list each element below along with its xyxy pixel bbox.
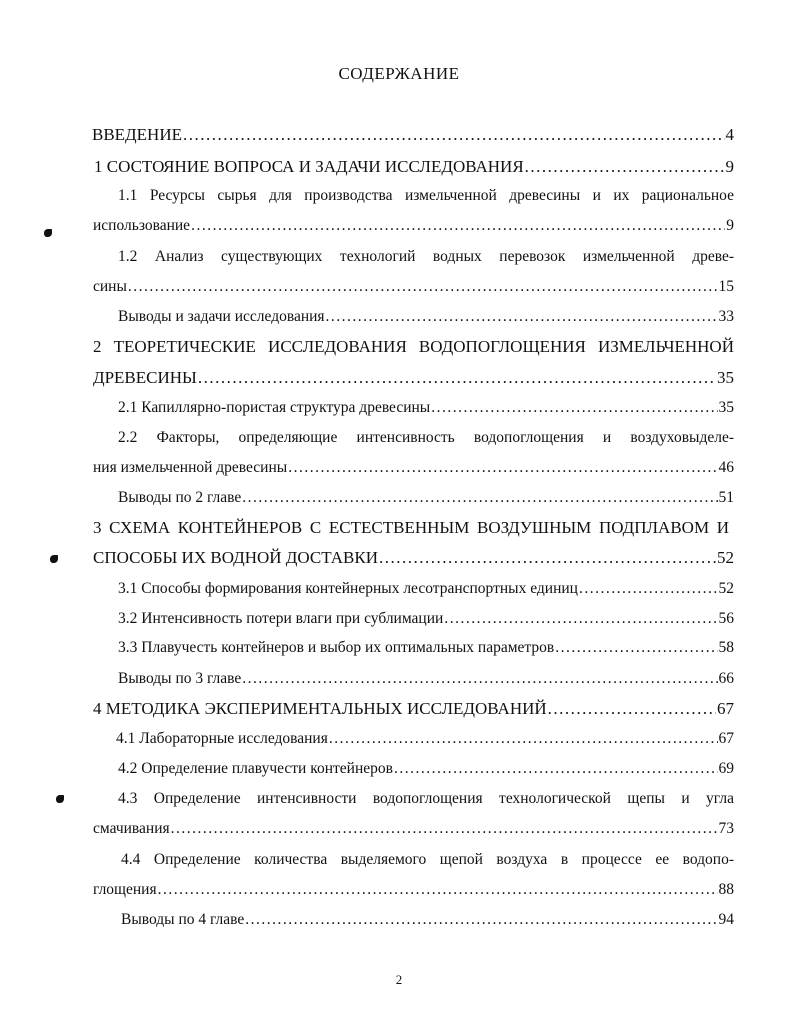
toc-entry-3-1[interactable] [118, 578, 734, 600]
toc-entry-text: 1 СОСТОЯНИЕ ВОПРОСА И ЗАДАЧИ ИССЛЕДОВАНИЯ [94, 157, 524, 176]
toc-entry-4-2[interactable] [118, 758, 734, 780]
toc-entry-text: ВВЕДЕНИЕ [92, 125, 182, 144]
toc-leader-dots [525, 156, 725, 178]
toc-entry-1-1[interactable] [93, 215, 734, 237]
toc-leader-dots [326, 306, 718, 328]
toc-entry-2-2[interactable] [93, 457, 734, 479]
page-title: СОДЕРЖАНИЕ [338, 64, 460, 83]
toc-entry-text: глощения [93, 881, 157, 898]
toc-leader-dots [242, 668, 717, 690]
toc-entry-chapter-2[interactable] [93, 367, 734, 389]
toc-entry-chapter-2-first-line: 2 ТЕОРЕТИЧЕСКИЕ ИССЛЕДОВАНИЯ ВОДОПОГЛОЩЕНИЯ ИЗМЕЛЬЧЕННОЙ [93, 337, 734, 356]
scan-mark [56, 795, 64, 803]
toc-leader-dots [579, 578, 718, 600]
toc-page-number: 9 [725, 157, 734, 176]
toc-entry-text: Выводы по 2 главе [118, 489, 242, 506]
toc-leader-dots [191, 215, 725, 237]
toc-page-number: 56 [718, 610, 734, 627]
scan-mark [50, 555, 58, 563]
toc-entry-3-2[interactable] [118, 608, 734, 630]
toc-entry-text: 3.3 Плавучесть контейнеров и выбор их оптимальных параметров [118, 639, 555, 656]
toc-entry-conclusions-1[interactable] [118, 306, 734, 328]
toc-leader-dots [158, 879, 718, 901]
toc-leader-dots [555, 637, 717, 659]
toc-entry-text: Выводы по 4 главе [121, 911, 245, 928]
toc-page-number: 66 [718, 670, 734, 687]
toc-page-number: 67 [718, 730, 734, 747]
toc-page-number: 35 [718, 399, 734, 416]
toc-leader-dots [444, 608, 717, 630]
toc-entry-text: использование [93, 217, 191, 234]
toc-leader-dots [183, 124, 725, 146]
toc-entry-4-4[interactable] [93, 879, 734, 901]
page-number: 2 [395, 972, 403, 987]
toc-entry-conclusions-2[interactable] [118, 487, 734, 509]
toc-leader-dots [379, 547, 716, 569]
toc-entry-text: 4.1 Лабораторные исследования [116, 730, 328, 747]
toc-leader-dots [288, 457, 717, 479]
toc-entry-chapter-1[interactable] [94, 156, 734, 178]
toc-page-number: 9 [726, 217, 734, 234]
toc-entry-1-1-first-line: 1.1 Ресурсы сырья для производства измельченной древесины и их рациональное [118, 187, 734, 204]
toc-leader-dots [245, 909, 717, 931]
toc-entry-text: СПОСОБЫ ИХ ВОДНОЙ ДОСТАВКИ [93, 548, 378, 567]
toc-entry-4-4-first-line: 4.4 Определение количества выделяемого щепой воздуха в процессе ее водопо- [121, 851, 734, 868]
toc-page-number: 88 [718, 881, 734, 898]
toc-leader-dots [128, 276, 718, 298]
toc-entry-2-1[interactable] [118, 397, 734, 419]
toc-entry-chapter-3-first-line: 3 СХЕМА КОНТЕЙНЕРОВ С ЕСТЕСТВЕННЫМ ВОЗДУШНЫМ ПОДПЛАВОМ И [93, 518, 729, 537]
toc-entry-4-3[interactable] [93, 818, 734, 840]
toc-page-number: 52 [717, 548, 734, 567]
toc-entry-text: Выводы по 3 главе [118, 670, 242, 687]
toc-page-number: 35 [717, 368, 734, 387]
toc-entry-conclusions-4[interactable] [121, 909, 734, 931]
toc-page-number: 73 [718, 820, 734, 837]
toc-leader-dots [548, 698, 716, 720]
toc-leader-dots [171, 818, 718, 840]
toc-page-number: 4 [725, 125, 734, 144]
toc-entry-chapter-4[interactable] [93, 698, 734, 720]
toc-entry-introduction[interactable] [92, 124, 734, 146]
toc-entry-4-1[interactable] [116, 728, 734, 750]
toc-leader-dots [198, 367, 716, 389]
toc-page-number: 69 [718, 760, 734, 777]
toc-page-number: 15 [718, 278, 734, 295]
toc-page-number: 52 [718, 580, 734, 597]
toc-leader-dots [329, 728, 718, 750]
toc-page-number: 94 [718, 911, 734, 928]
toc-entry-text: 3.2 Интенсивность потери влаги при сублимации [118, 610, 444, 627]
toc-entry-text: сины [93, 278, 127, 295]
toc-page-number: 67 [717, 699, 734, 718]
toc-entry-text: Выводы и задачи исследования [118, 308, 325, 325]
toc-page-number: 33 [718, 308, 734, 325]
toc-entry-1-2-first-line: 1.2 Анализ существующих технологий водных перевозок измельченной древе- [118, 248, 734, 265]
toc-entry-1-2[interactable] [93, 276, 734, 298]
toc-entry-3-3[interactable] [118, 637, 734, 659]
toc-leader-dots [431, 397, 717, 419]
toc-entry-text: 3.1 Способы формирования контейнерных лесотранспортных единиц [118, 580, 578, 597]
toc-leader-dots [394, 758, 718, 780]
toc-entry-text: смачивания [93, 820, 170, 837]
scan-mark [44, 229, 52, 237]
toc-leader-dots [242, 487, 717, 509]
toc-entry-text: 4 МЕТОДИКА ЭКСПЕРИМЕНТАЛЬНЫХ ИССЛЕДОВАНИЙ [93, 699, 547, 718]
toc-entry-4-3-first-line: 4.3 Определение интенсивности водопоглощения технологической щепы и угла [118, 790, 734, 807]
toc-entry-text: 2.1 Капиллярно-пористая структура древесины [118, 399, 431, 416]
toc-entry-chapter-3[interactable] [93, 547, 734, 569]
toc-entry-text: ния измельченной древесины [93, 459, 288, 476]
toc-page-number: 46 [718, 459, 734, 476]
toc-entry-conclusions-3[interactable] [118, 668, 734, 690]
toc-entry-text: ДРЕВЕСИНЫ [93, 368, 197, 387]
toc-entry-2-2-first-line: 2.2 Факторы, определяющие интенсивность водопоглощения и воздуховыделе- [118, 429, 734, 446]
toc-entry-text: 4.2 Определение плавучести контейнеров [118, 760, 393, 777]
toc-page-number: 51 [718, 489, 734, 506]
toc-page-number: 58 [718, 639, 734, 656]
